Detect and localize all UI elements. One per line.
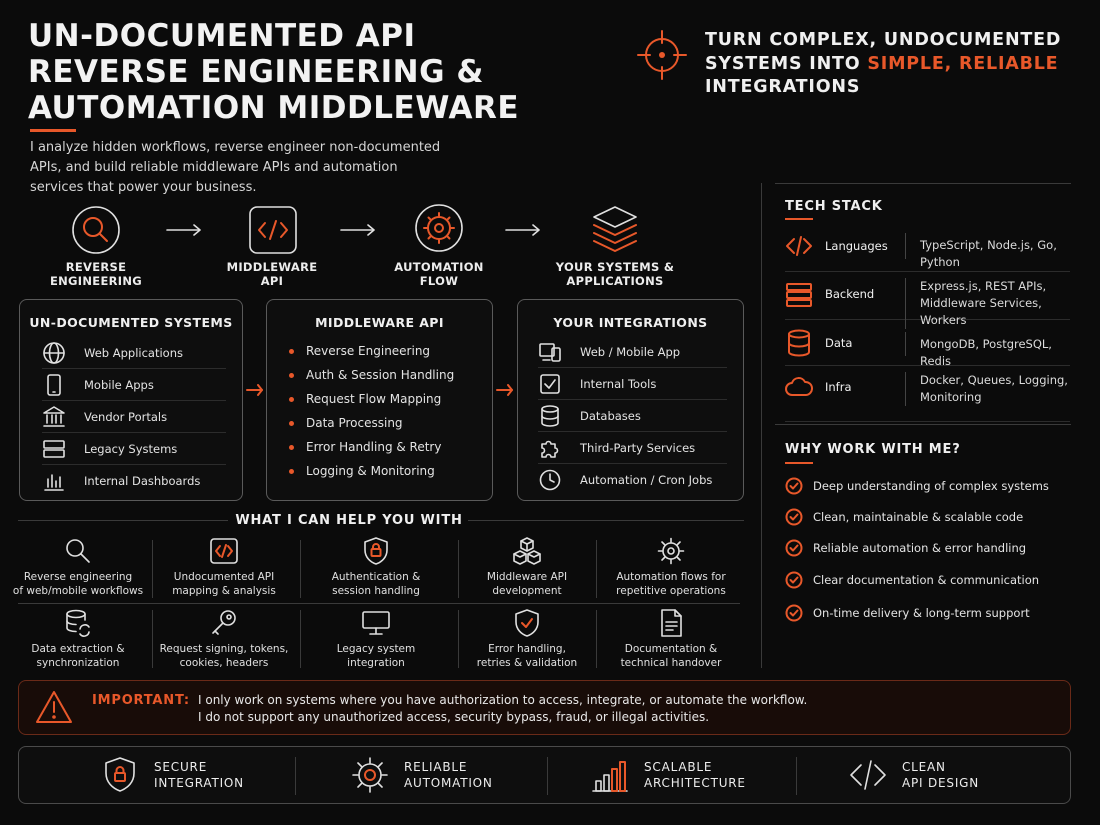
middleware-api-panel — [266, 299, 493, 501]
tagline: TURN COMPLEX, UNDOCUMENTED SYSTEMS INTO SIMPLE, RELIABLE INTEGRATIONS — [705, 30, 1062, 97]
monitor-icon — [361, 608, 391, 638]
flow-label-middleware: MIDDLEWARE API — [226, 260, 318, 288]
phone-icon — [42, 373, 66, 397]
list-item: Automation / Cron Jobs — [538, 464, 727, 496]
list-item: Internal Dashboards — [42, 465, 226, 497]
check-circle-icon — [785, 571, 803, 589]
database-sync-icon — [63, 608, 93, 638]
bottom-item-scalable: SCALABLE ARCHITECTURE — [590, 755, 746, 795]
arrow-icon — [496, 384, 514, 396]
list-item: On-time delivery & long-term support — [785, 604, 1030, 622]
key-icon — [209, 608, 239, 638]
help-item: Reverse engineering of web/mobile workflows — [3, 536, 153, 598]
shield-check-icon — [512, 608, 542, 638]
list-item: Web / Mobile App — [538, 336, 727, 368]
divider — [468, 520, 744, 521]
help-title: WHAT I CAN HELP YOU WITH — [235, 513, 463, 528]
bank-icon — [42, 405, 66, 429]
database-icon — [785, 329, 813, 357]
page-title: UN-DOCUMENTED API REVERSE ENGINEERING & AUTOMATION MIDDLEWARE — [28, 18, 520, 126]
arrow-icon — [246, 384, 264, 396]
database-icon — [538, 404, 562, 428]
help-item: Legacy system integration — [301, 608, 451, 670]
divider — [775, 424, 1071, 425]
list-item: Legacy Systems — [42, 433, 226, 465]
intro-text: I analyze hidden workflows, reverse engineer non-documented APIs, and build reliable middleware APIs and automation services that power your business. — [30, 140, 441, 195]
code-icon — [848, 755, 888, 795]
list-item: Web Applications — [42, 337, 226, 369]
clock-icon — [538, 468, 562, 492]
help-item: Error handling, retries & validation — [452, 608, 602, 670]
list-item: Data Processing — [289, 416, 403, 430]
list-item: Error Handling & Retry — [289, 440, 441, 454]
help-item: Middleware API development — [452, 536, 602, 598]
list-item: Logging & Monitoring — [289, 464, 435, 478]
help-item: Data extraction & synchronization — [3, 608, 153, 670]
list-item: Request Flow Mapping — [289, 392, 441, 406]
check-circle-icon — [785, 539, 803, 557]
growth-chart-icon — [590, 755, 630, 795]
tech-row: Data MongoDB, PostgreSQL, Redis — [785, 320, 1070, 366]
help-item: Request signing, tokens, cookies, headers — [149, 608, 299, 670]
list-item: Deep understanding of complex systems — [785, 477, 1049, 495]
title-underline — [30, 129, 76, 132]
tech-stack-title: TECH STACK — [785, 199, 883, 214]
gear-icon — [656, 536, 686, 566]
panel-title: MIDDLEWARE API — [315, 315, 444, 330]
warning-icon — [35, 689, 73, 725]
arrow-icon — [340, 224, 376, 236]
why-title: WHY WORK WITH ME? — [785, 442, 961, 457]
undocumented-systems-panel — [19, 299, 243, 501]
list-item: Vendor Portals — [42, 401, 226, 433]
flow-label-systems: YOUR SYSTEMS & APPLICATIONS — [555, 260, 675, 288]
divider — [18, 603, 740, 604]
arrow-icon — [505, 224, 541, 236]
divider — [775, 183, 1071, 184]
list-item: Third-Party Services — [538, 432, 727, 464]
gear-icon — [414, 203, 464, 253]
checkbox-icon — [538, 372, 562, 396]
server-icon — [785, 281, 813, 309]
help-item: Authentication & session handling — [301, 536, 451, 598]
document-icon — [656, 608, 686, 638]
list-item: Clear documentation & communication — [785, 571, 1039, 589]
flow-label-automation: AUTOMATION FLOW — [394, 260, 484, 288]
code-icon — [209, 536, 239, 566]
tech-row: Languages TypeScript, Node.js, Go, Python — [785, 220, 1070, 272]
target-icon — [636, 29, 688, 81]
bar-chart-icon — [42, 469, 66, 493]
help-item: Automation flows for repetitive operations — [596, 536, 746, 598]
code-icon — [785, 232, 813, 260]
shield-lock-icon — [100, 755, 140, 795]
flow-label-reverse: REVERSE ENGINEERING — [49, 260, 143, 288]
devices-icon — [538, 340, 562, 364]
important-text: I only work on systems where you have authorization to access, integrate, or automate the workflow. I do not support any unauthorized access, security bypass, fraud, or illegal activities. — [198, 693, 808, 724]
panel-title: YOUR INTEGRATIONS — [553, 315, 708, 330]
bottom-item-reliable: RELIABLE AUTOMATION — [350, 755, 493, 795]
magnifier-icon — [63, 536, 93, 566]
code-icon — [248, 205, 298, 255]
bottom-item-secure: SECURE INTEGRATION — [100, 755, 244, 795]
check-circle-icon — [785, 477, 803, 495]
arrow-icon — [166, 224, 202, 236]
check-circle-icon — [785, 604, 803, 622]
bottom-item-clean: CLEAN API DESIGN — [848, 755, 979, 795]
help-item: Documentation & technical handover — [596, 608, 746, 670]
tech-row: Infra Docker, Queues, Logging, Monitoring — [785, 366, 1070, 422]
list-item: Internal Tools — [538, 368, 727, 400]
cubes-icon — [512, 536, 542, 566]
cloud-icon — [785, 373, 813, 401]
tech-row: Backend Express.js, REST APIs, Middleware Services, Workers — [785, 272, 1070, 320]
panel-title: UN-DOCUMENTED SYSTEMS — [29, 315, 233, 330]
help-item: Undocumented API mapping & analysis — [149, 536, 299, 598]
gear-icon — [350, 755, 390, 795]
list-item: Auth & Session Handling — [289, 368, 454, 382]
list-item: Clean, maintainable & scalable code — [785, 508, 1023, 526]
list-item: Databases — [538, 400, 727, 432]
list-item: Reverse Engineering — [289, 344, 430, 358]
check-circle-icon — [785, 508, 803, 526]
list-item: Mobile Apps — [42, 369, 226, 401]
divider — [18, 520, 228, 521]
your-integrations-panel — [517, 299, 744, 501]
list-item: Reliable automation & error handling — [785, 539, 1026, 557]
globe-icon — [42, 341, 66, 365]
important-label: IMPORTANT: — [92, 693, 190, 708]
lock-shield-icon — [361, 536, 391, 566]
puzzle-icon — [538, 436, 562, 460]
magnifier-icon — [71, 205, 121, 255]
server-icon — [42, 437, 66, 461]
layers-icon — [590, 203, 640, 253]
